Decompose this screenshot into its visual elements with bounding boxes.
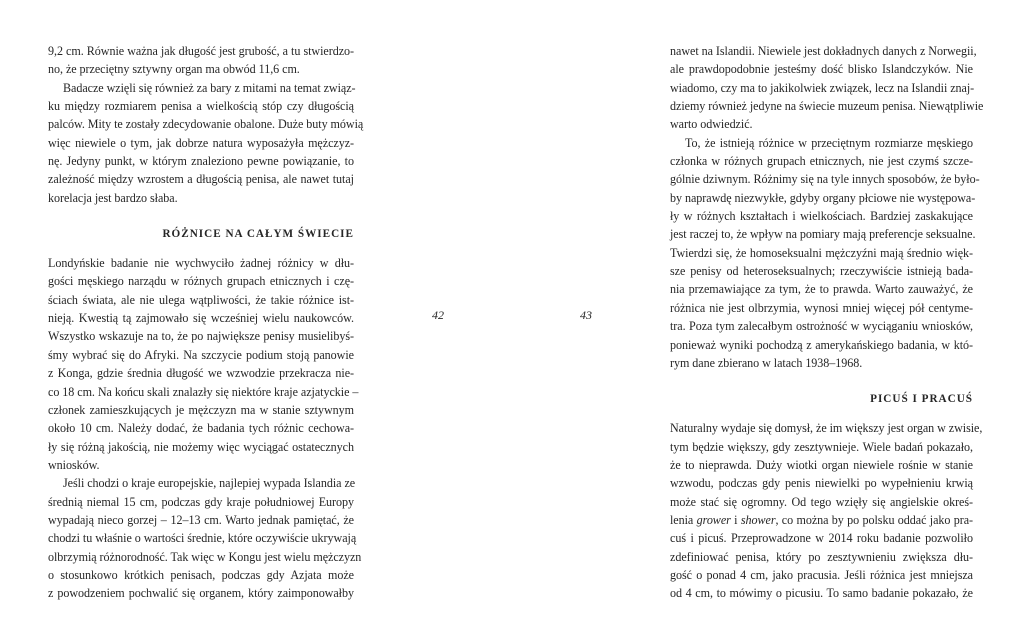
section-heading: RÓŻNICE NA CAŁYM ŚWIECIE — [162, 228, 354, 241]
text-line: olbrzymią różnorodność. Tak więc w Kongu jest wielu mężczyzn — [48, 549, 362, 564]
text-line: gólnie dziwnym. Różnimy się na tyle innych sposobów, że było- — [670, 172, 980, 187]
text-line: gość o ponad 4 cm, jako pracusia. Jeśli różnica jest mniejsza — [670, 567, 973, 582]
text-line: ponieważ wyniki pochodzą z amerykańskiego badania, w któ- — [670, 337, 973, 352]
text-line — [670, 511, 973, 529]
text-line: jest raczej to, że wpływ na pomiary mają preferencje seksualne. — [670, 227, 976, 242]
text-line: nawet na Islandii. Niewiele jest dokładnych danych z Norwegii, — [670, 44, 977, 58]
text-line: nia przemawiające za tym, że to prawda. Warto zauważyć, że — [670, 282, 973, 297]
text-line: Twierdzi się, że homoseksualni mężczyźni mają średnio więk- — [670, 245, 973, 260]
page-number-right: 43 — [580, 308, 592, 322]
text-line: wzwodu, podczas gdy penis niewielki po wypełnieniu krwią — [670, 476, 973, 491]
text-line: tym będzie większy, gdy zesztywnieje. Wiele badań pokazało, — [670, 439, 973, 454]
text-line: warto odwiedzić. — [670, 117, 753, 132]
text-line: Naturalny wydaje się domysł, że im większy jest organ w zwisie, — [670, 421, 983, 436]
text-line: ły się różną jakością, nie możemy więc wyciągać ostatecznych — [48, 439, 354, 454]
text-line: ściach świata, ale nie ulega wątpliwości, że takie różnice ist- — [48, 292, 354, 307]
text-line: Wszystko wskazuje na to, że po największe penisy musielibyś- — [48, 329, 354, 344]
text-line: To, że istnieją różnice w przeciętnym rozmiarze męskiego — [685, 135, 973, 150]
text-span: i — [730, 512, 741, 527]
text-line: z powodzeniem pochwalić się organem, który zaimponowałby — [48, 586, 354, 601]
text-line: ły w różnych kształtach i wielkościach. Bardziej zaskakujące — [670, 209, 973, 224]
text-line: może stać się ogromny. Od tego wzięły się angielskie okreś- — [670, 494, 973, 509]
text-line: wniosków. — [48, 457, 100, 472]
text-line: rym dane zbierano w latach 1938–1968. — [670, 355, 863, 370]
text-line: od 4 cm, to mówimy o picusiu. To samo badanie pokazało, że — [670, 586, 973, 601]
text-line: nę. Jedyny punkt, w którym znaleziono pewne powiązanie, to — [48, 154, 354, 169]
text-span: lenia — [670, 512, 697, 527]
left-text-column — [48, 42, 364, 603]
spacer — [48, 207, 354, 224]
text-line: członek zamieszkujących je mężczyzn ma w stanie sztywnym — [48, 402, 354, 417]
text-line: średnią niemal 15 cm, podczas gdy kraje południowej Europy — [48, 494, 354, 509]
text-line: wypadają nieco gorzej – 12–13 cm. Warto jednak pamiętać, że — [48, 512, 354, 527]
text-line: korelacja jest bardzo słaba. — [48, 190, 178, 205]
text-line: ale prawdopodobnie jesteśmy dość blisko Islandczyków. Nie — [670, 62, 973, 77]
italic-term-grower: grower — [696, 512, 731, 527]
text-line: by naprawdę niezwykłe, gdyby organy płciowe nie występowa- — [670, 190, 976, 205]
text-line: sze penisy od heteroseksualnych; rzeczywiście istnieją bada- — [670, 264, 973, 279]
spacer — [670, 409, 973, 419]
italic-term-shower: shower — [740, 512, 776, 527]
text-span: , co można by po polsku oddać jako pra- — [775, 512, 973, 527]
text-line: cuś i picuś. Przeprowadzone w 2014 roku badanie pozwoliło — [670, 531, 973, 546]
text-line: gości męskiego narządu w różnych grupach etnicznych i czę- — [48, 274, 354, 289]
text-line: tra. Poza tym zalecałbym ostrożność w wyciąganiu wniosków, — [670, 319, 973, 334]
text-line: Londyńskie badanie nie wychwyciło żadnej różnicy w dłu- — [48, 256, 354, 271]
left-page — [0, 0, 430, 640]
text-line: Jeśli chodzi o kraje europejskie, najlepiej wypada Islandia ze — [63, 476, 356, 491]
text-line: z Konga, gdzie średnia długość we wzwodzie przekracza nie- — [48, 366, 354, 381]
text-line: śmy wybrać się do Afryki. Na szczycie podium stoją panowie — [48, 347, 354, 362]
text-line: różnica nie jest olbrzymia, wynosi mniej więcej pół centyme- — [670, 300, 973, 315]
text-line: zależność między wzrostem a długością penisa, ale nawet tutaj — [48, 172, 354, 187]
text-line: około 10 cm. Należy dodać, że badania tych różnic cechowa- — [48, 421, 354, 436]
text-line: dziemy również jedyne na świecie muzeum penisa. Niewątpliwie — [670, 99, 984, 114]
text-line: Badacze wzięli się również za bary z mitami na temat związ- — [63, 80, 356, 95]
text-line: że to nieprawda. Duży wiotki organ niewiele rośnie w stanie — [670, 457, 973, 472]
text-line: członka w różnych grupach etnicznych, nie jest czymś szcze- — [670, 154, 973, 169]
text-line: co 18 cm. Na końcu skali znalazły się niektóre kraje azjatyckie – — [48, 384, 359, 399]
spacer — [48, 244, 354, 254]
text-line: 9,2 cm. Równie ważna jak długość jest grubość, a tu stwierdzo- — [48, 44, 354, 58]
page-number-left: 42 — [432, 308, 444, 322]
spacer — [670, 372, 973, 389]
text-line: o stosunkowo krótkich penisach, podczas gdy Azjata może — [48, 567, 354, 582]
text-line: palców. Mity te zostały zdecydowanie obalone. Duże buty mówią — [48, 117, 364, 132]
text-line: wiadomo, czy ma to jakikolwiek związek, lecz na Islandii znaj- — [670, 80, 975, 95]
text-line: zdefiniować penisa, który po zesztywnieniu zwiększa dłu- — [670, 549, 973, 564]
text-line: chodzi tu właśnie o wartości średnie, które oczywiście ukrywają — [48, 531, 357, 546]
right-text-column — [670, 42, 984, 603]
text-line: więc niewiele o tym, jak dobrze natura wyposażyła mężczyz- — [48, 135, 354, 150]
right-page — [594, 0, 1024, 640]
section-heading: PICUŚ I PRACUŚ — [870, 393, 973, 406]
text-line: no, że przeciętny sztywny organ ma obwód 11,6 cm. — [48, 62, 300, 77]
text-line: nieją. Kwestią tą zajmowało się wcześniej wielu naukowców. — [48, 311, 354, 326]
text-line: ku między rozmiarem penisa a wielkością stóp czy długością — [48, 99, 354, 114]
